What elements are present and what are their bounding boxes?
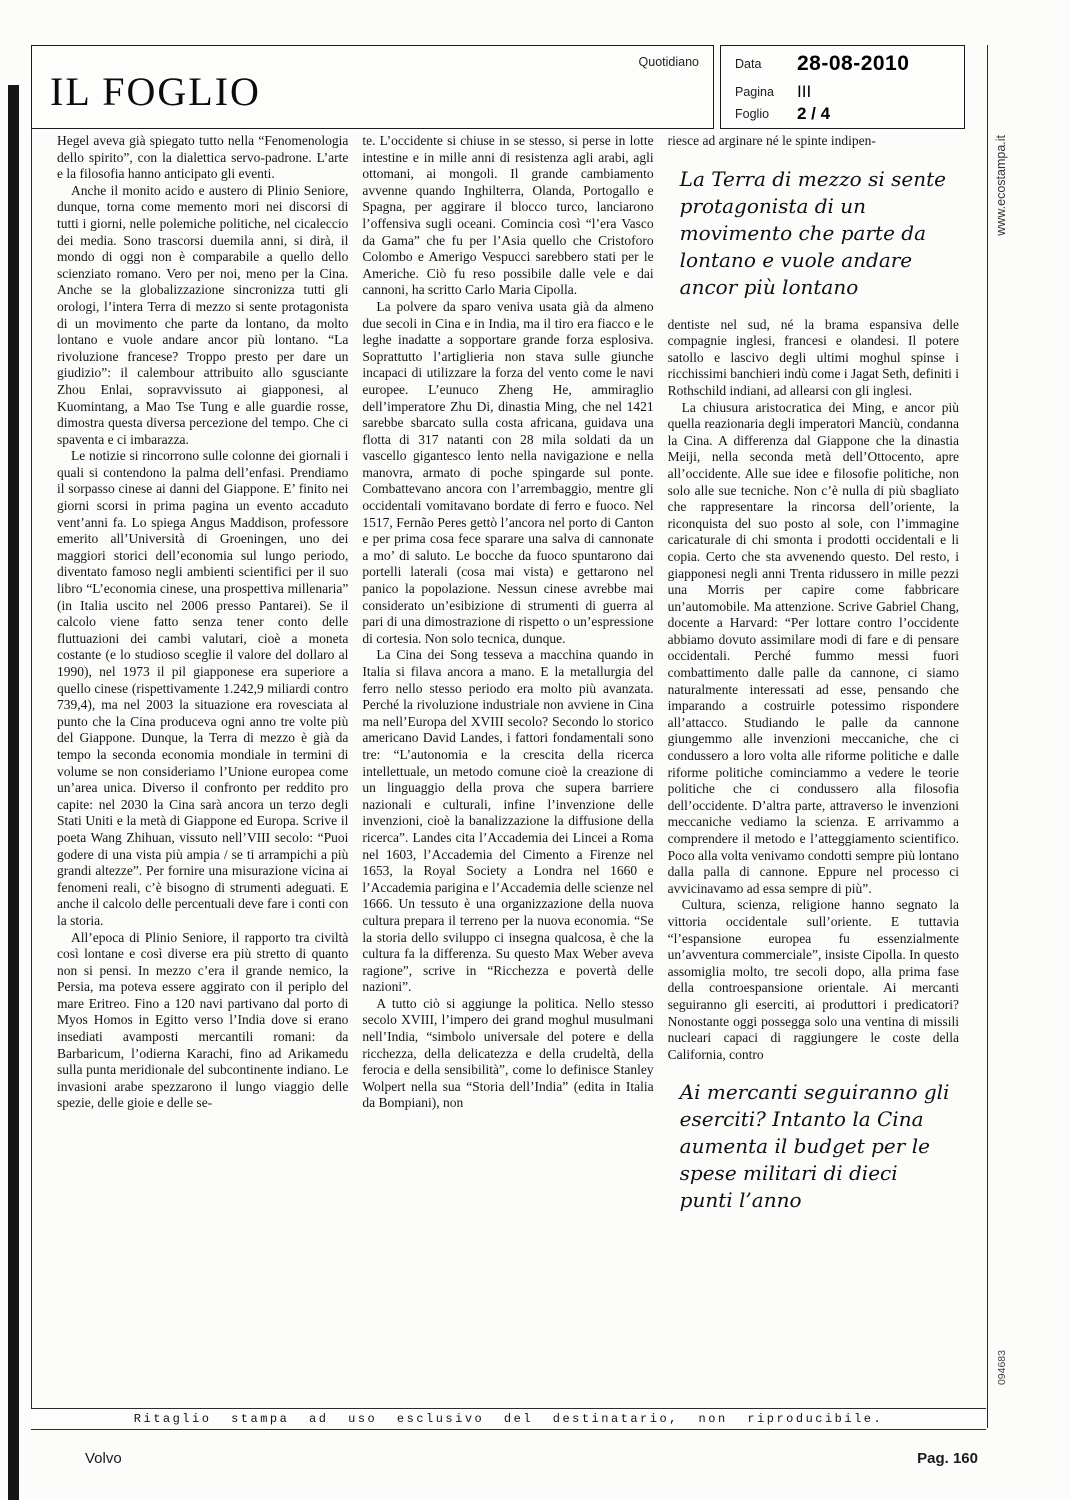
- article-paragraph: A tutto ciò si aggiunge la politica. Nello stesso secolo XVIII, l’impero dei grand moghul musulmani nell’India, “simbolo universale del potere e della ricchezza, della delicatezza e della crudeltà, della ferocia e della sensibilità”, come lo definisce Stanley Wolpert nella sua “Storia dell’India” (edita in Italia da Bompiani), non: [362, 995, 654, 1111]
- pull-quote: La Terra di mezzo si sente protagonista di un movimento che parte da lontano e vuole andare ancor più lontano: [679, 166, 946, 299]
- article-paragraph: Le notizie si rincorrono sulle colonne dei giornali i quali si contendono la palma dell’enfasi. Prendiamo il sorpasso cinese ai danni del Giappone. E’ finito nei giorni scorsi in prima pagina un evento accaduto vent’anni fa. Lo spiega Angus Maddison, professore emerito all’Università di Groeningen, uno dei maggiori storici dell’economia sul lungo periodo, diventato famoso negli ambienti scientifici per il suo libro “L’economia cinese, una prospettiva millenaria” (in Italia uscito nel 2006 presso Pantarei). Se il calcolo viene fatto senza tener conto delle fluttuazioni dei cambi valutari, cioè a moneta costante (e lo studioso sceglie il valore del dollaro al 1990), nel 1973 il pil giapponese era superiore a quello cinese (rispettivamente 1.242,9 miliardi contro 739,4), ma nel 2003 la situazione era rovesciata al punto che la Cina produceva ogni anno tre volte più del Giappone. Dunque, la Terra di mezzo è già da tempo la seconda economia mondiale in termini di volume se non consideriamo l’Unione europea come un’area unica. Diverso il confronto per reddito pro capite: nel 2030 la Cina sarà ancora un terzo degli Stati Uniti e la metà di Giappone ed Europa. Scrive il poeta Wang Zhihuan, vissuto nell’VIII secolo: “Puoi godere di una vista più ampia / se ti arrampichi a più grandi altezze”. Per fornire una misurazione vicina ai fenomeni reali, c’è bisogno di strumenti adeguati. E anche il calcolo delle percentuali deve fare i conti con la storia.: [57, 448, 349, 928]
- article-paragraph: Anche il monito acido e austero di Plinio Seniore, dunque, torna come memento mori nei discorsi di tutti i giorni, nelle polemiche politiche, nel cicaleccio dei media. Sono trascorsi duemila anni, si dirà, il mondo di oggi non è comparabile a quello dello scienziato romano. Vero per noi, meno per la Cina. Anche se la globalizzazione sincronizza tutti gli orologi, l’intera Terra di mezzo si sente protagonista di un movimento che parte da lontano, da molto lontano e vuole andare ancor più lontano. “La rivoluzione francese? Troppo presto per dare un giudizio”: il calembour attribuito allo sgusciante Zhou Enlai, sopravvissuto ai giapponesi, al Kuomintang, a Mao Tse Tung e alle guardie rosse, dimostra questa diversa percezione del tempo. Che ci spaventa e ci imbarazza.: [57, 182, 349, 447]
- ecostampa-website-vertical: www.ecostampa.it: [994, 135, 1008, 236]
- article-paragraph: All’epoca di Plinio Seniore, il rapporto tra civiltà così lontane e così diverse era più stretto di quanto non si pensi. In mezzo c’era il grande nemico, la Persia, ma poteva essere aggirato con il periplo del mare Eritreo. Fino a 120 navi partivano dal porto di Myos Homos in Egitto verso l’India dove si erano insediati avamposti mercantili romani: da Barbaricum, l’odierna Karachi, fino ad Arikamedu sulla punta meridionale del subcontinente indiano. Le invasioni arabe spezzarono il lungo viaggio delle spezie, delle gioie e delle se-: [57, 929, 349, 1111]
- article-paragraph: Cultura, scienza, religione hanno segnato la vittoria occidentale sull’oriente. E tuttavia “l’espansione europea fu essenzialmente un’avventura commerciale”, insiste Cipolla. In questo assomiglia molto, tre secoli dopo, alla prima fase della controespansione orientale. Ai mercanti seguiranno gli eserciti, ai produttori i predicatori? Nonostante oggi possegga solo una ventina di missili nucleari capaci di raggiungere le coste della California, contro: [667, 897, 959, 1062]
- masthead-box: [31, 45, 714, 129]
- article-paragraph: dentiste nel sud, né la brama espansiva delle compagnie inglesi, francesi e olandesi. Il potere satollo e lascivo degli ultimi moghul spinse i ricchissimi banchieri indù come i Jagat Seth, definiti i Rothschild indiani, ad allearsi con gli inglesi.: [667, 316, 959, 398]
- pull-quote: Ai mercanti seguiranno gli eserciti? Intanto la Cina aumenta il budget per le spese militari di dieci punti l’anno: [679, 1080, 950, 1213]
- article-paragraph: Hegel aveva già spiegato tutto nella “Fenomenologia dello spirito”, con la dialettica servo-padrone. L’arte e la filosofia hanno anticipato gli eventi.: [57, 133, 349, 182]
- sheet-value: 2 / 4: [797, 104, 831, 123]
- clipping-left-bar: [8, 85, 19, 1500]
- sheet-label: Foglio: [735, 107, 770, 121]
- publication-type-label: Quotidiano: [638, 55, 699, 69]
- client-brand-label: Volvo: [85, 1450, 122, 1467]
- clipping-code-vertical: 094683: [996, 1350, 1008, 1386]
- reproduction-disclaimer: Ritaglio stampa ad uso esclusivo del destinatario, non riproducibile.: [31, 1408, 986, 1430]
- date-value: 28-08-2010: [797, 52, 910, 75]
- article-paragraph: La Cina dei Song tesseva a macchina quando in Italia si filava ancora a mano. E la metallurgia del ferro nello stesso periodo era molto più avanzata. Perché la rivoluzione industriale non avviene in Cina ma nell’Europa del XVIII secolo? Secondo lo storico americano David Landes, i fattori fondamentali sono tre: “L’autonomia e la crescita della ricerca intellettuale, un metodo comune cioè la creazione di un linguaggio della prova che supera barriere nazionali e culturali, infine l’invenzione delle invenzioni, cioè la banalizzazione la diffusione della ricerca”. Landes cita l’Accademia dei Lincei a Roma nel 1603, l’Accademia del Cimento a Firenze nel 1653, la Royal Society a Londra nel 1660 e l’Accademia parigina e l’Accademia delle scienze nel 1666. Un tessuto è una organizzazione della nuova cultura prepara il terreno per la nuova economia. “Se la storia dello sviluppo ci insegna qualcosa, è che la cultura fa la differenza. Su questo Max Weber aveva ragione”, scrive in “Ricchezza e povertà delle nazioni”.: [362, 647, 654, 995]
- article-column-1: [57, 133, 348, 1405]
- page-label: Pagina: [735, 85, 774, 99]
- date-label: Data: [735, 57, 762, 71]
- article-paragraph: La chiusura aristocratica dei Ming, e ancor più quella reazionaria degli imperatori Manciù, condanna la Cina. A differenza dal Giappone che la dinastia Meiji, nella seconda metà dell’Ottocento, apre all’occidente. Alle sue idee e filosofie politiche, non solo alle sue tecniche. Non c’è nulla di più sbagliato che rappresentare la rincorsa dell’oriente, la riconquista del suo posto al sole, con l’immagine caricaturale di chi smonta i prodotti occidentali e li copia. Certo che sta avvenendo questo. Del resto, i giapponesi negli anni Trenta ridussero in mille pezzi una Morris per capire come fabbricare un’automobile. Ma attenzione. Scrive Gabriel Chang, docente a Harvard: “Per lottare contro l’occidente abbiamo dovuto assimilare modi di fare e di pensare occidentali. Perché fummo messi fuori combattimento dalle palle da cannone, ci siamo naturalmente interessati ad esse, pensando che imparando a costruirle potessimo rispondere all’attacco. Studiando le palle da cannone giungemmo alle invenzioni meccaniche, che ci condussero a loro volta alle riforme politiche e dalle riforme politiche cominciammo a vedere le teorie politiche che ci condussero alla filosofia dell’occidente. D’altra parte, attraverso le invenzioni meccaniche vediamo la scienza. E arrivammo a comprendere il metodo e l’atteggiamento scientifico. Poco alla volta venivamo condotti sempre più lontano dalla palla di cannone. Eppure nel processo ci avvicinavamo ad essa sempre di più”.: [667, 399, 959, 896]
- article-paragraph: te. L’occidente si chiuse in se stesso, si perse in lotte intestine e in mille anni di resistenza agli arabi, agli ottomani, ai mongoli. Il grande cambiamento avvenne quando Inghilterra, Olanda, Portogallo e Spagna, per aggirare il blocco turco, lanciarono l’offensiva sugli oceani. Comincia così “l’era Vasco da Gama” che fu per l’Asia quello che Cristoforo Colombo e Amerigo Vespucci sarebbero stati per le Americhe. Ciò fu reso possibile dalle vele e dai cannoni, ha scritto Carlo Maria Cipolla.: [362, 133, 654, 298]
- page-reference: Pag. 160: [917, 1450, 978, 1467]
- article-paragraph: riesce ad arginare né le spinte indipen-: [667, 133, 876, 148]
- article-column-3: [668, 133, 959, 1405]
- clipping-info-box: [720, 45, 965, 129]
- newspaper-title: IL FOGLIO: [50, 69, 261, 114]
- article-paragraph: La polvere da sparo veniva usata già da almeno due secoli in Cina e in India, ma il tiro era fiacco e le leghe inadatte a sopportare grande forza esplosiva. Soprattutto l’artiglieria non stava sulle giunche incapaci di utilizzare la forza del vento come le navi europee. L’eunuco Zheng He, ammiraglio dell’imperatore Zhu Di, dinastia Ming, che nel 1421 sarebbe sbarcato sulla costa africana, guidava una flotta di 317 natanti con 28 mila soldati da un vascello gigantesco lento nella navigazione e nella manovra, armato di poche spingarde sul ponte. Combattevano ancora con l’arrembaggio, mentre gli occidentali vomitavano bordate di ferro e fuoco. Nel 1517, Fernão Peres gettò l’ancora nel porto di Canton e per prima cosa fece sparare una salva di cannonate a mo’ di saluto. Le bocche da fuoco spuntarono dai portelli laterali (cosa mai vista) e gettarono nel panico la popolazione. Nessun cinese avrebbe mai considerato un’esibizione di strumenti di guerra al pari di una dimostrazione di rispetto o un’espressione di cortesia. Non solo tecnica, dunque.: [362, 298, 654, 646]
- article-body: [57, 133, 959, 1405]
- article-column-2: [362, 133, 653, 1405]
- page-value: III: [797, 82, 812, 101]
